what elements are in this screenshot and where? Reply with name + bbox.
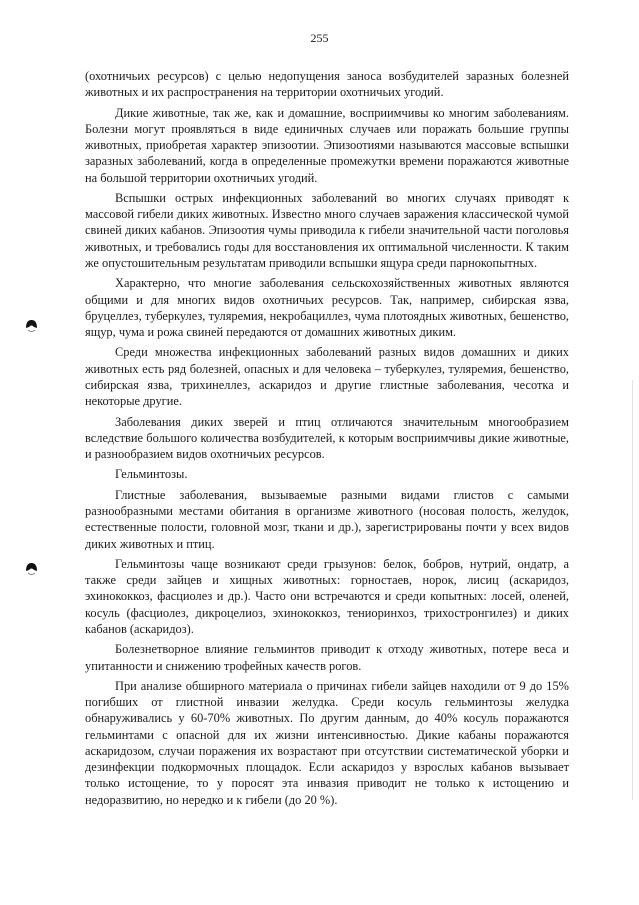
scan-edge-line [632, 380, 633, 800]
paragraph: Болезнетворное влияние гельминтов приводит к отходу животных, потере веса и упитанности и снижению трофейных качеств рогов. [85, 642, 569, 673]
paragraph: Заболевания диких зверей и птиц отличаются значительным многообразием вследствие большого количества возбудителей, к которым восприимчивы дикие животные, и разнообразием видов охотничьих ресурсов. [85, 414, 569, 461]
paragraph: Характерно, что многие заболевания сельскохозяйственных животных являются общими и для многих видов охотничьих ресурсов. Так, например, сибирская язва, бруцеллез, туберкулез, туляремия, некробациллез, чума плотоядных животных, бешенство, ящур, чума и рожа свиней передаются от домашних животных диким. [85, 276, 569, 339]
paragraph: Дикие животные, так же, как и домашние, восприимчивы ко многим заболеваниям. Болезни могут проявляться в виде единичных случаев или поражать большие группы животных, приобретая характер эпизоотии. Эпизоотиями называются массовые вспышки заразных заболеваний, когда в определенные промежутки времени поражаются животные на большой территории охотничьих угодий. [85, 105, 569, 185]
paragraph: Среди множества инфекционных заболеваний разных видов домашних и диких животных есть ряд болезней, опасных и для человека – туберкулез, туляремия, бешенство, сибирская язва, трихинеллез, аскаридоз и другие глистные заболевания, чесотка и некоторые другие. [85, 345, 569, 409]
paragraph: Гельминтозы чаще возникают среди грызунов: белок, бобров, нутрий, ондатр, а также среди зайцев и хищных животных: горностаев, норок, лисиц (аскаридоз, эхинококкоз, фасциолез и др.). Часто они встречаются и среди копытных: лосей, оленей, косуль (фасциолез, дикроцелиоз, эхинококкоз, тениоринхоз, трихостронгилез) и диких кабанов (аскаридоз). [85, 557, 569, 636]
page-number: 255 [310, 31, 329, 45]
binder-hole-mark [25, 562, 38, 580]
binder-hole-mark [25, 319, 38, 337]
paragraph: Глистные заболевания, вызываемые разными видами глистов с самыми разнообразными местами обитания в организме животного (носовая полость, желудок, естественные полости, головной мозг, ткани и др.), зарегистрированы почти у всех видов диких животных и птиц. [85, 487, 569, 551]
paragraph: Вспышки острых инфекционных заболеваний во многих случаях приводят к массовой гибели диких животных. Известно много случаев заражения классической чумой свиней диких кабанов. Эпизоотия чумы приводила к гибели значительной части поголовья животных, и требовались годы для восстановления их оптимальной численности. К таким же опустошительным результатам приводили вспышки ящура среди парнокопытных. [85, 191, 569, 270]
paragraph: (охотничьих ресурсов) с целью недопущения заноса возбудителей заразных болезней животных и их распространения на территории охотничьих угодий. [85, 69, 569, 100]
section-heading: Гельминтозы. [115, 467, 188, 482]
paragraph: При анализе обширного материала о причинах гибели зайцев находили от 9 до 15% погибших от глистной инвазии желудка. Среди косуль гельминтозы желудка обнаруживались у 60-70% животных. По другим данным, до 40% косуль поражаются гельминтами с опасной для их жизни интенсивностью. Дикие кабаны поражаются аскаридозом, случаи поражения их возрастают при отсутствии систематической уборки и дезинфекции подкормочных площадок. Если аскаридоз у взрослых кабанов вызывает только истощение, то у поросят эта инвазия приводит не только к истощению и недоразвитию, но нередко и к гибели (до 20 %). [85, 679, 569, 807]
body-text [85, 68, 569, 812]
